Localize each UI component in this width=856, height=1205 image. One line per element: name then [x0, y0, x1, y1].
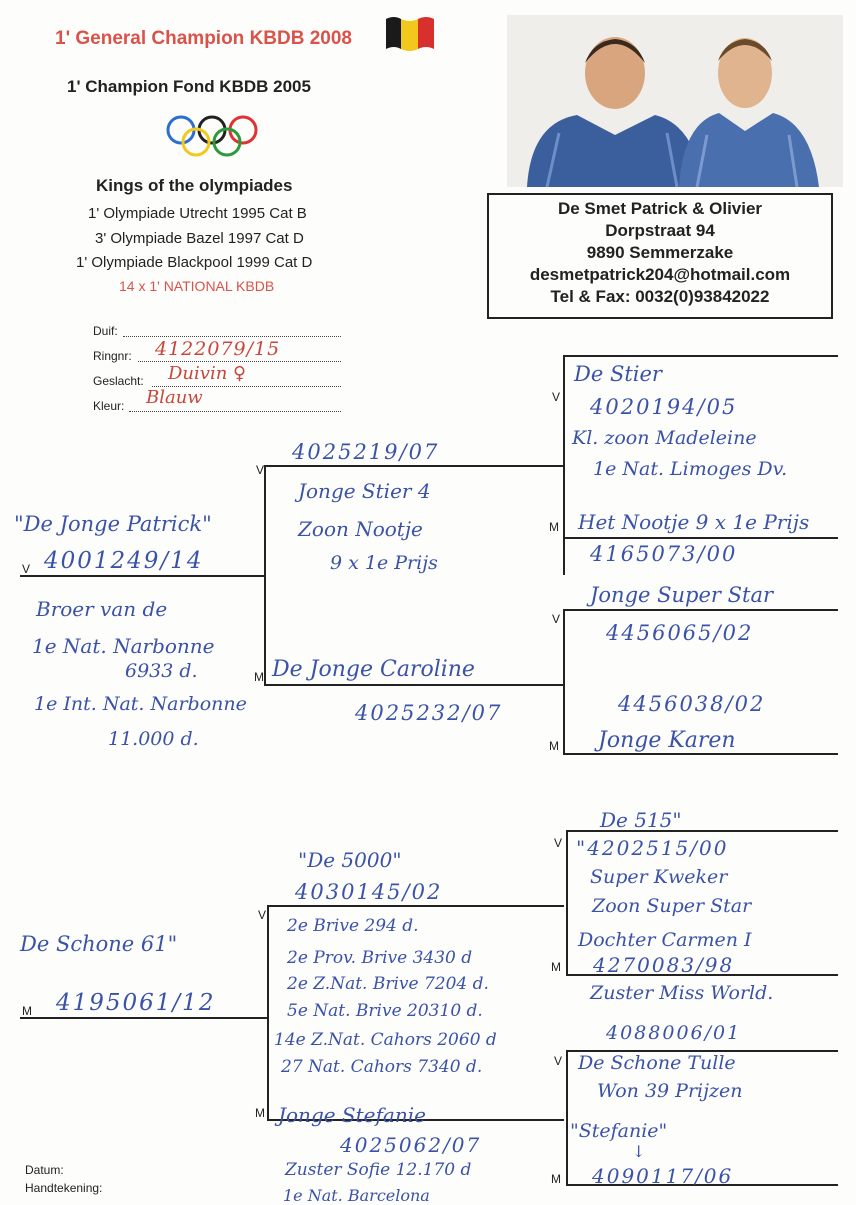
owners-photo [507, 15, 843, 187]
mm-ring: 4025062/07 [340, 1133, 482, 1157]
mm-note-1: Zuster Sofie 12.170 d [285, 1160, 472, 1180]
mf-ring: 4030145/02 [295, 880, 443, 904]
mother-ring: 4195061/12 [56, 990, 216, 1016]
fm-name: De Jonge Caroline [272, 657, 475, 682]
mm-name: Jonge Stefanie [278, 1103, 426, 1127]
ff-bracket [563, 355, 565, 575]
ffm-ring: 4165073/00 [590, 542, 738, 566]
mf-bracket [566, 830, 568, 975]
marker-v-ff: V [256, 463, 265, 477]
marker-m-mfm: M [551, 960, 561, 974]
contact-email: desmetpatrick204@hotmail.com [529, 265, 791, 284]
ff-ring: 4025219/07 [292, 440, 440, 464]
ffm-line [563, 537, 838, 539]
fm-line [264, 684, 564, 686]
olympic-rings-icon [163, 113, 263, 159]
ff-note-1: Jonge Stier 4 [298, 479, 431, 503]
fff-note-2: 1e Nat. Limoges Dv. [593, 458, 788, 480]
kleur-value: Blauw [146, 387, 203, 408]
marker-m-ffm: M [549, 520, 559, 534]
father-note-1: Broer van de [36, 597, 168, 621]
down-arrow-icon: ↓ [632, 1142, 646, 1161]
father-note-3: 6933 d. [125, 660, 198, 682]
fff-note-1: Kl. zoon Madeleine [572, 427, 757, 449]
marker-m-mmm: M [551, 1172, 561, 1186]
ff-note-3: 9 x 1e Prijs [330, 552, 438, 574]
ff-line [264, 465, 564, 467]
mf-note-1: 2e Brive 294 d. [287, 916, 419, 936]
ff-note-2: Zoon Nootje [298, 517, 423, 541]
fff-ring: 4020194/05 [590, 395, 738, 419]
kleur-label: Kleur: [93, 399, 125, 413]
duif-field[interactable] [123, 336, 341, 337]
marker-v-mf: V [258, 908, 267, 922]
mm-note-2: 1e Nat. Barcelona [283, 1186, 430, 1205]
marker-m-mm: M [255, 1106, 265, 1120]
olympiade-line-1: 1' Olympiade Utrecht 1995 Cat B [88, 205, 307, 222]
contact-city: 9890 Semmerzake [586, 243, 734, 262]
mfm-name: Dochter Carmen I [578, 929, 752, 951]
contact-name: De Smet Patrick & Olivier [557, 199, 763, 218]
datum-label: Datum: [25, 1163, 64, 1177]
olympiade-line-3: 1' Olympiade Blackpool 1999 Cat D [76, 254, 313, 271]
marker-m-fm: M [254, 670, 264, 684]
kings-title: Kings of the olympiades [96, 176, 293, 195]
father-name: "De Jonge Patrick" [14, 512, 212, 536]
national-line: 14 x 1' NATIONAL KBDB [119, 278, 275, 294]
ringnr-label: Ringnr: [93, 349, 132, 363]
fmm-name: Jonge Karen [598, 728, 736, 753]
contact-street: Dorpstraat 94 [605, 221, 715, 240]
fmf-ring: 4456065/02 [606, 621, 754, 645]
mmf-name: De Schone Tulle [578, 1052, 736, 1074]
mf-note-5: 14e Z.Nat. Cahors 2060 d [274, 1030, 497, 1050]
mff-ring: "4202515/00 [576, 836, 729, 860]
mother-name: De Schone 61" [20, 932, 178, 956]
mff-note-2: Zoon Super Star [592, 895, 752, 917]
mmf-ring: 4088006/01 [606, 1022, 742, 1044]
contact-phone: Tel & Fax: 0032(0)93842022 [550, 287, 770, 306]
ringnr-field[interactable] [138, 361, 341, 362]
fm-bracket [563, 609, 565, 754]
mmf-note-1: Won 39 Prijzen [597, 1080, 743, 1102]
fmm-ring: 4456038/02 [618, 692, 766, 716]
fmf-name: Jonge Super Star [590, 583, 774, 607]
belgian-flag-icon [384, 15, 436, 53]
mf-note-2: 2e Prov. Brive 3430 d [287, 948, 473, 968]
general-champion-title: 1' General Champion KBDB 2008 [55, 28, 352, 49]
father-line [20, 575, 264, 577]
geslacht-label: Geslacht: [93, 374, 144, 388]
fff-line [563, 355, 838, 357]
mfm-ring: 4270083/98 [593, 953, 735, 977]
mff-note-1: Super Kweker [590, 866, 728, 888]
mf-note-3: 2e Z.Nat. Brive 7204 d. [287, 974, 489, 994]
fff-name: De Stier [574, 362, 662, 386]
mother-bracket [267, 905, 269, 1120]
ffm-name: Het Nootje 9 x 1e Prijs [578, 510, 810, 534]
marker-v-fmf: V [552, 612, 561, 626]
champion-fond-title: 1' Champion Fond KBDB 2005 [67, 77, 311, 96]
mff-name: De 515" [600, 808, 682, 832]
father-bracket [264, 465, 266, 685]
fmm-line [563, 753, 838, 755]
fmf-line [563, 609, 838, 611]
mf-note-6: 27 Nat. Cahors 7340 d. [281, 1057, 483, 1077]
mfm-note-1: Zuster Miss World. [590, 982, 774, 1004]
father-note-5: 11.000 d. [108, 728, 199, 750]
marker-v-fff: V [552, 390, 561, 404]
mmm-ring: 4090117/06 [592, 1164, 734, 1188]
kleur-field[interactable] [129, 411, 341, 412]
olympiade-line-2: 3' Olympiade Bazel 1997 Cat D [95, 230, 304, 247]
father-note-4: 1e Int. Nat. Narbonne [34, 693, 247, 715]
mm-bracket [566, 1050, 568, 1185]
mf-name: "De 5000" [298, 848, 402, 872]
mf-note-4: 5e Nat. Brive 20310 d. [287, 1001, 483, 1021]
mf-line [267, 905, 564, 907]
duif-label: Duif: [93, 324, 118, 338]
mmm-name: "Stefanie" [570, 1120, 668, 1142]
ringnr-value: 4122079/15 [155, 338, 281, 360]
contact-box [487, 193, 833, 319]
father-ring: 4001249/14 [44, 548, 204, 574]
marker-m-fmm: M [549, 739, 559, 753]
marker-v-father: V [22, 562, 31, 576]
father-note-2: 1e Nat. Narbonne [32, 634, 215, 658]
geslacht-value: Duivin ♀ [168, 363, 247, 384]
mother-line [20, 1017, 268, 1019]
marker-v-mmf: V [554, 1054, 563, 1068]
marker-m-mother: M [22, 1004, 32, 1018]
fm-ring: 4025232/07 [355, 701, 503, 725]
handtekening-label: Handtekening: [25, 1181, 103, 1195]
marker-v-mff: V [554, 836, 563, 850]
